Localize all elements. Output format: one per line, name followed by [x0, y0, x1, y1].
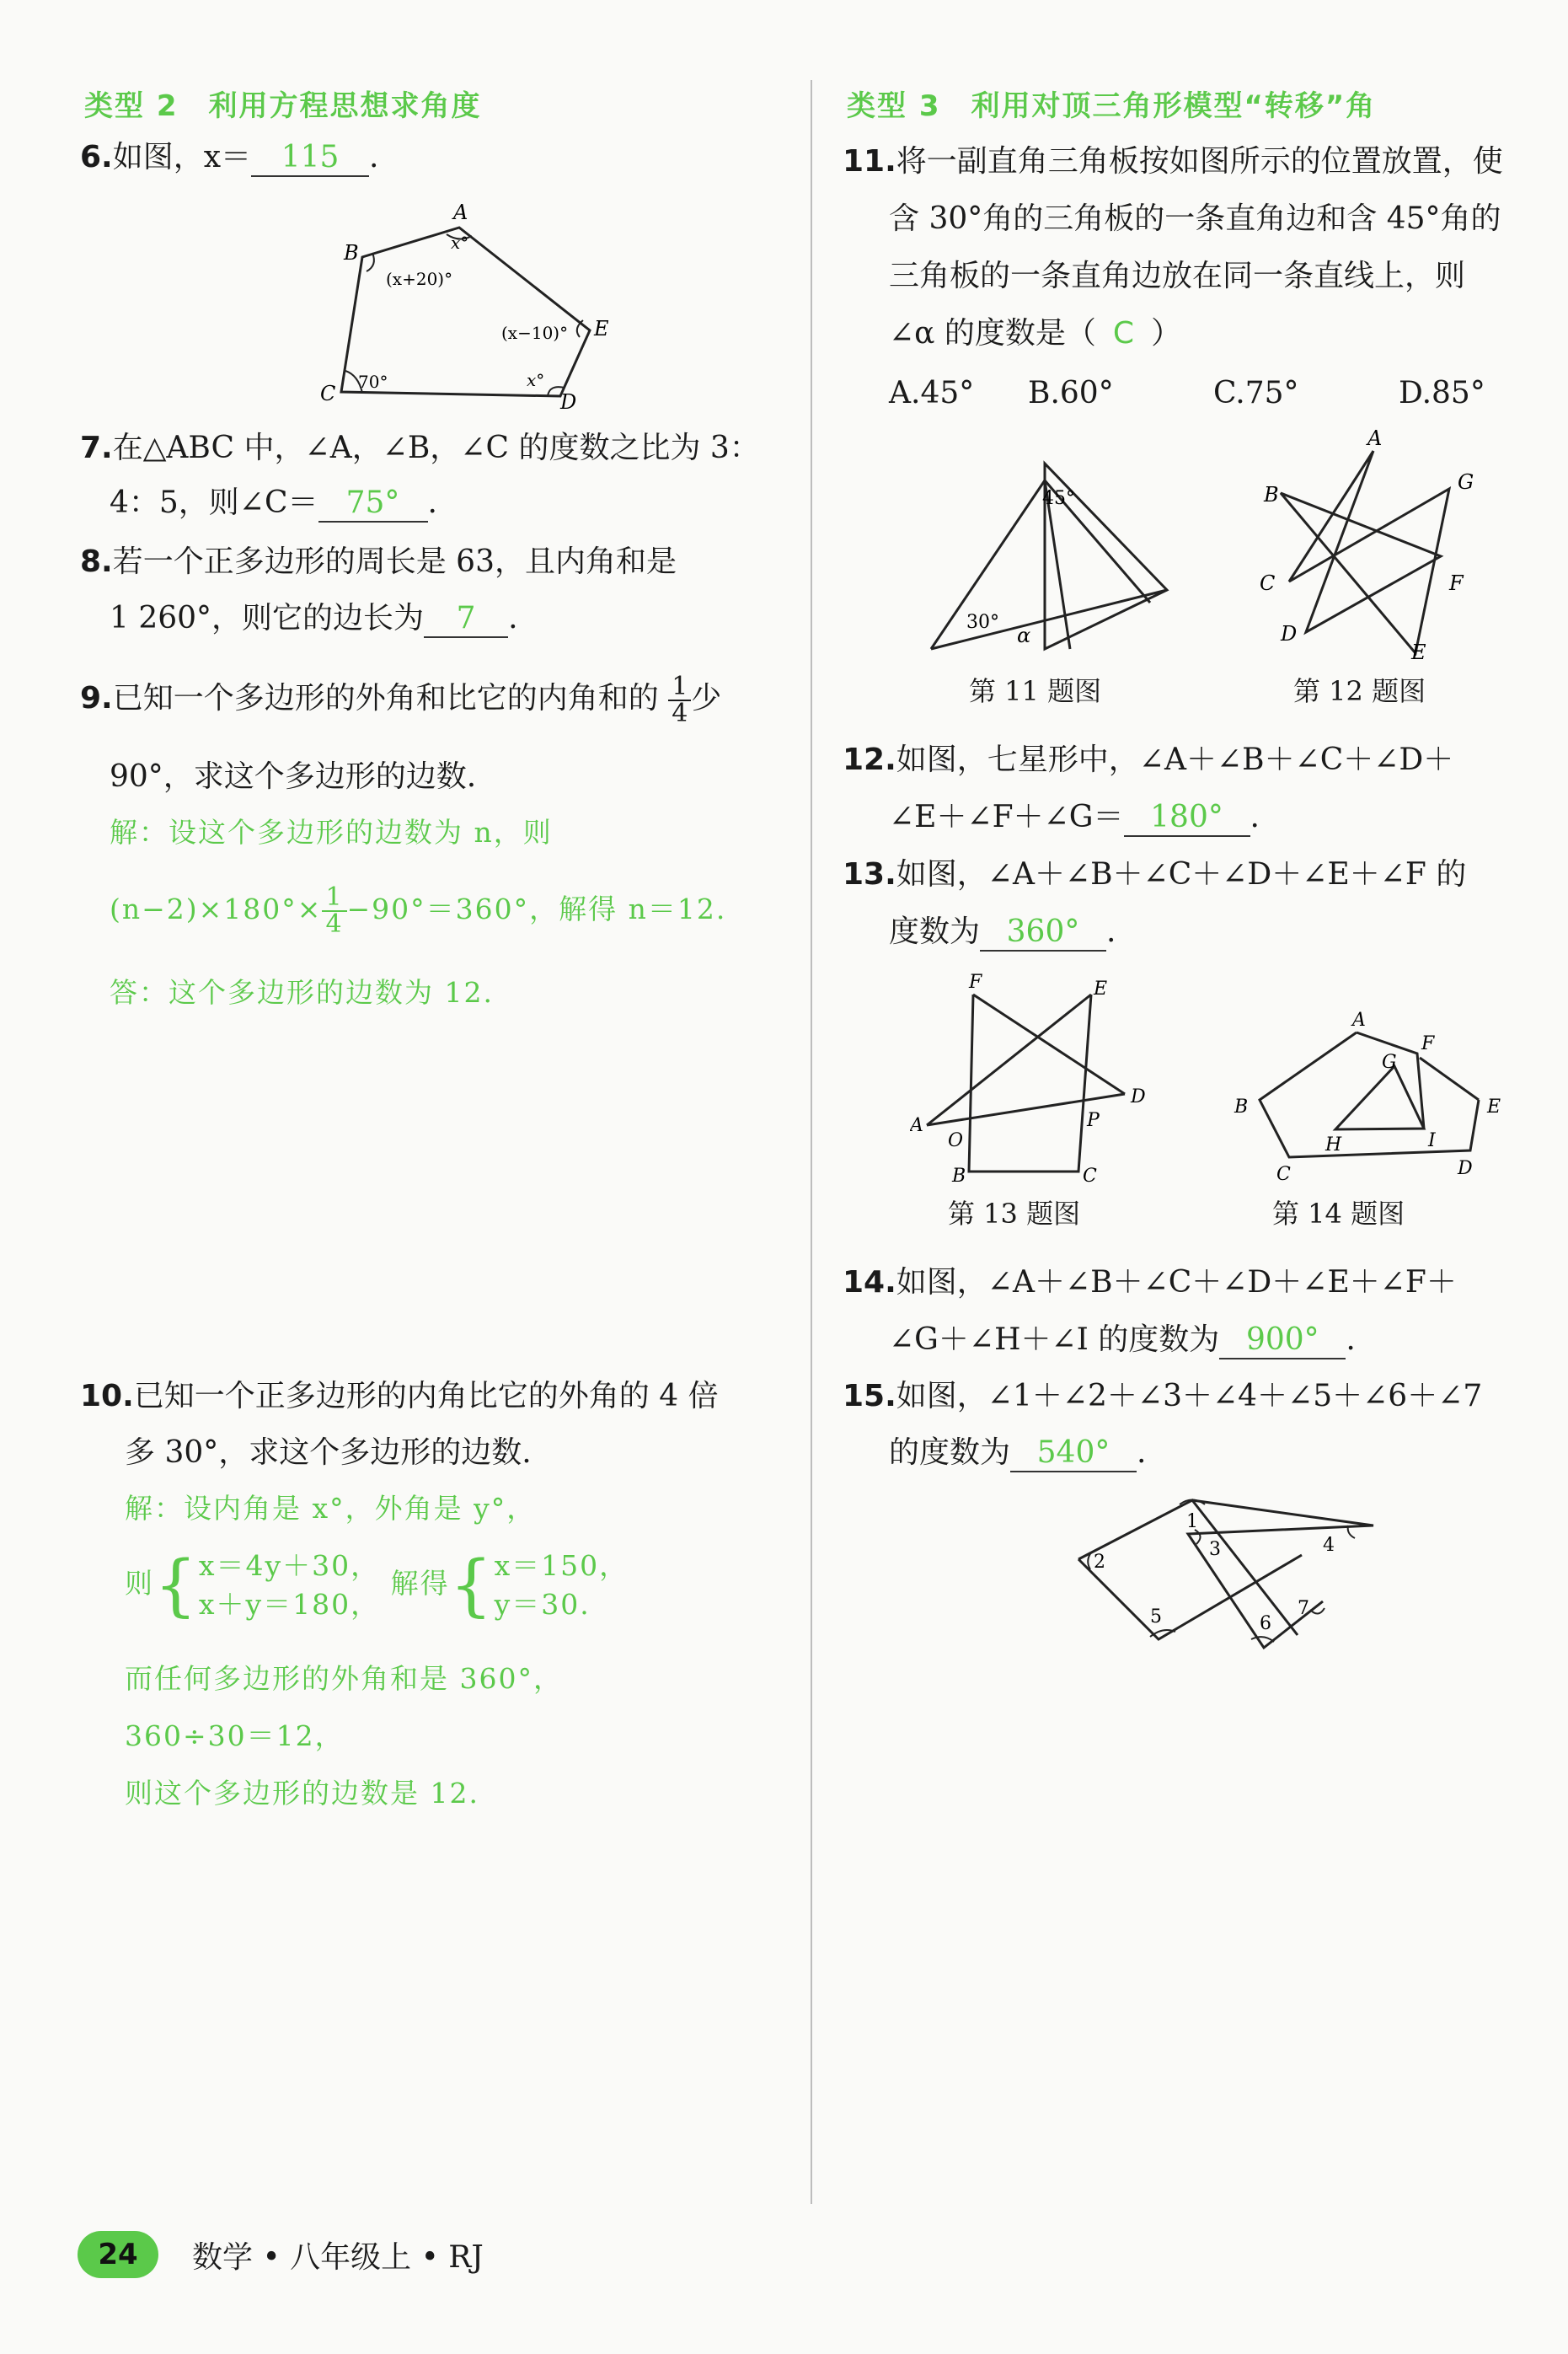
svg-text:3: 3 — [1209, 1539, 1221, 1560]
label-E: E — [594, 317, 609, 340]
caption-13: 第 13 题图 — [948, 1198, 1081, 1230]
caption-14: 第 14 题图 — [1272, 1198, 1405, 1230]
caption-12: 第 12 题图 — [1293, 675, 1426, 707]
question-12: 12.如图，七星形中，∠A＋∠B＋∠C＋∠D＋ — [843, 743, 1454, 777]
page-number: 24 — [78, 2231, 158, 2278]
svg-text:P: P — [1087, 1110, 1100, 1131]
svg-text:7: 7 — [1298, 1598, 1309, 1619]
label-C: C — [320, 382, 336, 405]
question-15-line2: 的度数为 540° . — [889, 1434, 1146, 1472]
svg-text:1: 1 — [1186, 1511, 1198, 1532]
figure-15 — [1070, 1492, 1390, 1660]
label-45: 45° — [1042, 488, 1075, 509]
svg-text:G: G — [1382, 1052, 1397, 1073]
figure-13 — [910, 969, 1163, 1188]
question-10: 10.已知一个正多边形的内角比它的外角的 4 倍 — [80, 1379, 719, 1413]
solution-10-line3: 而任何多边形的外角和是 360°， — [125, 1662, 563, 1695]
svg-text:A: A — [1352, 1010, 1366, 1031]
answer-15: 540° — [1010, 1434, 1137, 1472]
svg-text:F: F — [969, 972, 982, 993]
solution-10-line1: 解：设内角是 x°，外角是 y°， — [125, 1492, 537, 1525]
label-A: A — [453, 201, 468, 224]
label-D: D — [560, 390, 577, 413]
svg-text:F: F — [1449, 571, 1464, 595]
question-8-line2: 1 260°，则它的边长为 7 . — [110, 600, 518, 638]
caption-11: 第 11 题图 — [969, 675, 1102, 707]
option-b: B.60° — [1028, 376, 1114, 410]
question-7-line2: 4：5，则∠C＝ 75° . — [110, 485, 437, 523]
label-B: B — [344, 241, 359, 265]
question-14-line2: ∠G＋∠H＋∠I 的度数为 900° . — [889, 1322, 1356, 1359]
svg-text:B: B — [1234, 1097, 1249, 1118]
solution-9-line3: 答：这个多边形的边数为 12. — [110, 976, 494, 1009]
solution-10-line5: 则这个多边形的边数是 12. — [125, 1777, 479, 1810]
solution-9-line2: (n−2)×180°× $\frac{1}{4}$ −90°＝360°，解得 n＝12. — [110, 882, 727, 939]
svg-text:E: E — [1487, 1097, 1501, 1118]
svg-text:G: G — [1458, 470, 1474, 494]
question-8: 8.若一个正多边形的周长是 63，且内角和是 — [80, 544, 677, 579]
question-15: 15.如图，∠1＋∠2＋∠3＋∠4＋∠5＋∠6＋∠7 — [843, 1379, 1483, 1413]
question-9: 9.已知一个多边形的外角和比它的内角和的 $\frac{1}{4}$ 少 — [80, 672, 722, 728]
option-a: A.45° — [889, 376, 975, 410]
question-12-line2: ∠E＋∠F＋∠G＝ 180° . — [889, 799, 1260, 837]
question-11-line4: ∠α 的度数是（ C ） — [889, 316, 1182, 351]
question-10-line2: 多 30°，求这个多边形的边数. — [125, 1435, 532, 1470]
svg-text:B: B — [1264, 483, 1279, 507]
svg-text:6: 6 — [1260, 1613, 1271, 1634]
svg-text:E: E — [1411, 641, 1426, 664]
svg-text:H: H — [1325, 1134, 1342, 1156]
svg-text:B: B — [952, 1166, 966, 1187]
svg-text:I: I — [1428, 1130, 1436, 1151]
question-11-line2: 含 30°角的三角板的一条直角边和含 45°角的 — [889, 201, 1501, 236]
solution-10-line4: 360÷30＝12， — [125, 1719, 345, 1752]
label-30: 30° — [966, 612, 999, 633]
angle-label-A: x° — [451, 233, 469, 253]
svg-text:E: E — [1094, 979, 1108, 1000]
figure-12-heptagram — [1247, 430, 1500, 666]
svg-text:C: C — [1260, 571, 1276, 595]
footer-text: 数学 • 八年级上 • RJ — [192, 2240, 484, 2275]
question-7: 7.在△ABC 中，∠A，∠B，∠C 的度数之比为 3： — [80, 431, 760, 465]
svg-text:5: 5 — [1150, 1606, 1162, 1627]
angle-label-B: (x+20)° — [386, 269, 453, 289]
svg-text:C: C — [1276, 1164, 1291, 1185]
section-title-type2: 类型 2 利用方程思想求角度 — [84, 89, 482, 123]
solution-10-system: 则{ x＝4y＋30， x＋y＝180， 解得{ x＝150， y＝30. — [125, 1546, 629, 1625]
question-9-line2: 90°，求这个多边形的边数. — [110, 759, 477, 794]
figure-11-set-squares — [923, 455, 1184, 666]
svg-text:D: D — [1131, 1086, 1146, 1107]
angle-label-C: 70° — [358, 372, 388, 392]
answer-6: 115 — [251, 139, 369, 177]
svg-text:2: 2 — [1094, 1552, 1105, 1573]
solution-fraction: $\frac{1}{4}$ — [322, 885, 346, 937]
svg-text:O: O — [948, 1130, 964, 1151]
answer-12: 180° — [1124, 799, 1250, 837]
angle-label-D: x° — [527, 370, 545, 390]
svg-text:D: D — [1458, 1158, 1473, 1179]
label-alpha: α — [1017, 624, 1031, 647]
section-title-type3: 类型 3 利用对顶三角形模型“转移”角 — [847, 89, 1377, 123]
answer-11: C — [1112, 316, 1135, 351]
svg-text:C: C — [1083, 1166, 1097, 1187]
svg-text:D: D — [1281, 622, 1298, 646]
column-divider — [811, 80, 812, 2204]
question-6: 6.如图，x＝ 115 . — [80, 139, 379, 177]
answer-13: 360° — [980, 914, 1106, 952]
svg-text:F: F — [1421, 1033, 1435, 1054]
angle-label-E: (x−10)° — [501, 323, 569, 343]
option-c: C.75° — [1213, 376, 1299, 410]
question-11-line3: 三角板的一条直角边放在同一条直线上，则 — [889, 259, 1466, 293]
answer-8: 7 — [424, 600, 508, 638]
svg-text:A: A — [1367, 430, 1383, 450]
answer-7: 75° — [318, 485, 428, 523]
fraction-quarter: $\frac{1}{4}$ — [668, 674, 691, 727]
figure-14 — [1217, 1007, 1504, 1193]
question-14: 14.如图，∠A＋∠B＋∠C＋∠D＋∠E＋∠F＋ — [843, 1265, 1457, 1300]
question-13-line2: 度数为 360° . — [889, 914, 1116, 952]
answer-14: 900° — [1219, 1322, 1346, 1359]
question-11: 11.将一副直角三角板按如图所示的位置放置，使 — [843, 144, 1503, 179]
svg-text:A: A — [910, 1115, 923, 1136]
svg-text:4: 4 — [1323, 1535, 1335, 1556]
question-13: 13.如图，∠A＋∠B＋∠C＋∠D＋∠E＋∠F 的 — [843, 857, 1467, 892]
figure-6-pentagon — [312, 194, 623, 413]
solution-9-line1: 解：设这个多边形的边数为 n，则 — [110, 816, 553, 849]
option-d: D.85° — [1399, 376, 1485, 410]
